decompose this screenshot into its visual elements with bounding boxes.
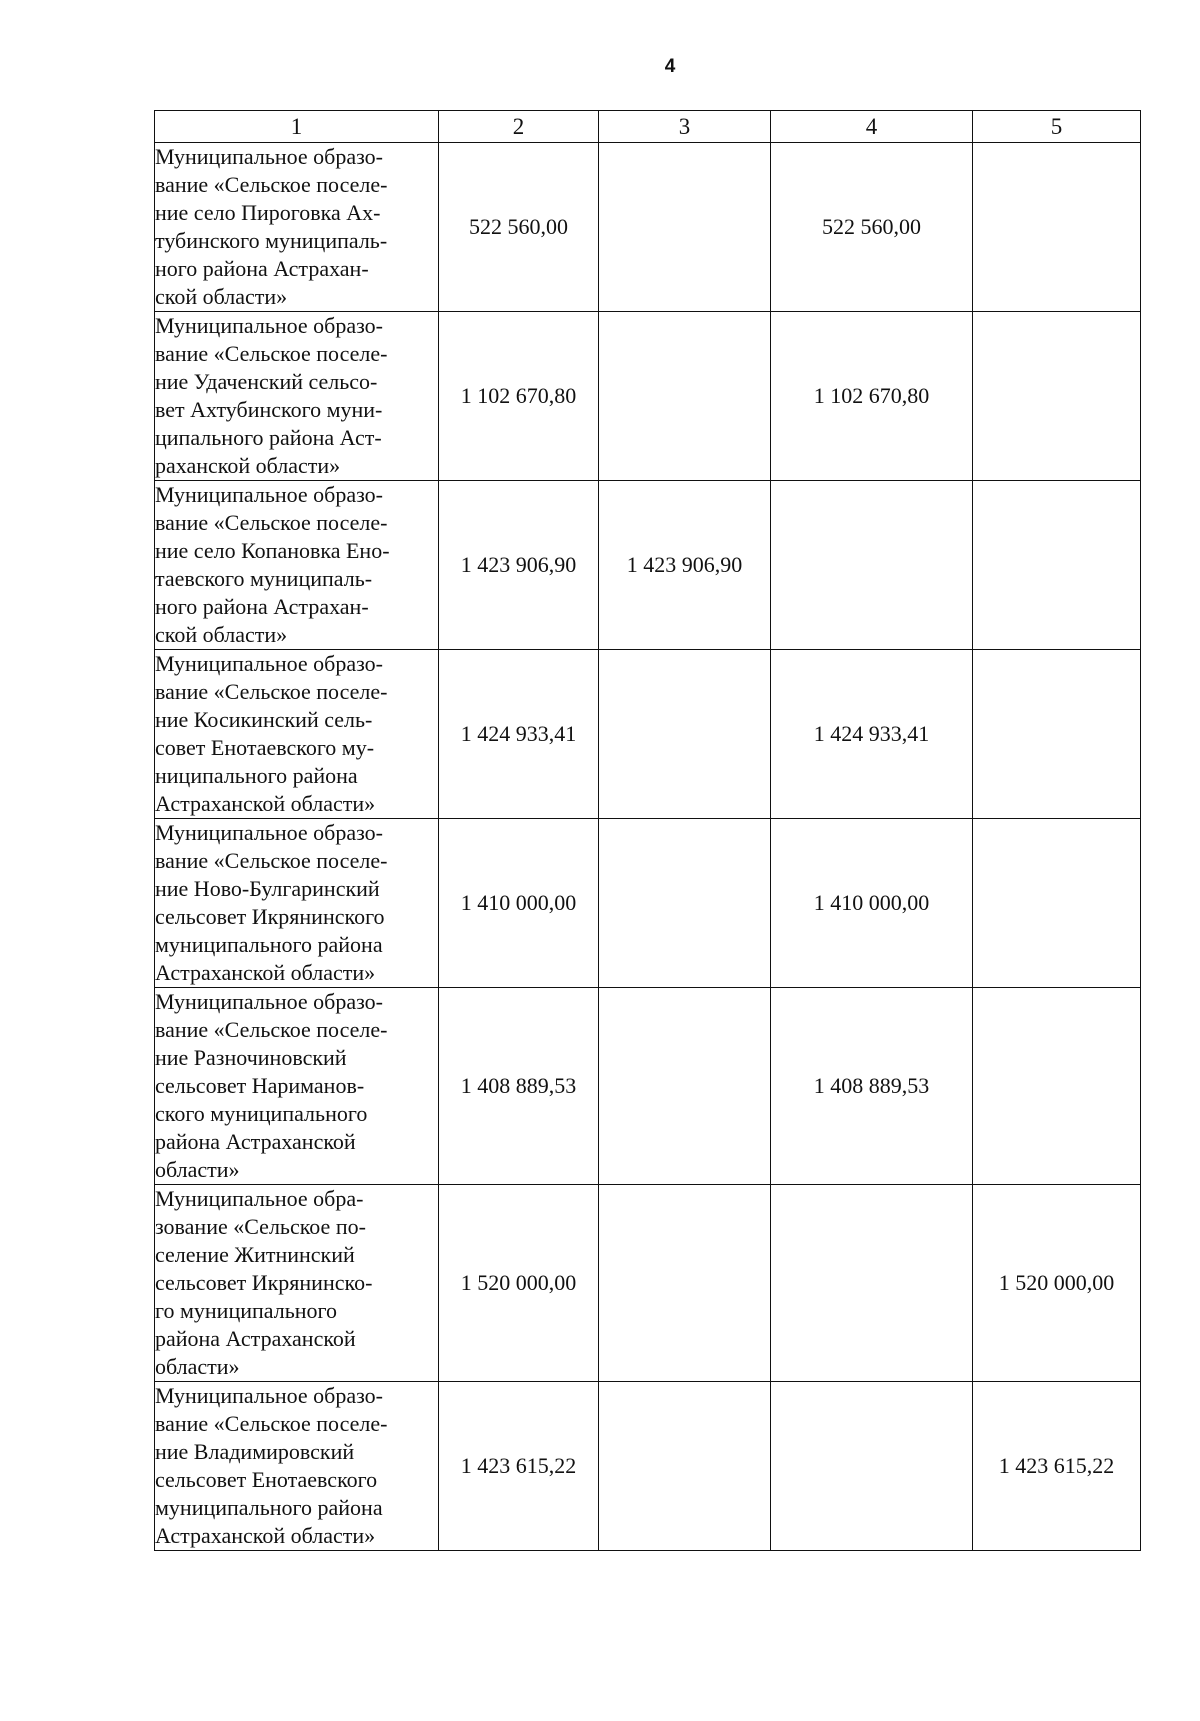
value-col-4: 1 102 670,80 [771,312,973,481]
column-header-3: 3 [599,111,771,143]
column-header-2: 2 [439,111,599,143]
value-col-3 [599,650,771,819]
value-col-4: 522 560,00 [771,143,973,312]
value-col-4: 1 424 933,41 [771,650,973,819]
table-row [155,312,1141,481]
municipality-name: Муниципальное обра- зование «Сельское по- селение Житнинский сельсовет Икрянинско- го муниципального района Астраханской области» [155,1185,439,1382]
value-col-2: 522 560,00 [439,143,599,312]
table-row [155,650,1141,819]
municipality-name: Муниципальное образо- вание «Сельское поселе- ние Разночиновский сельсовет Нариманов- ского муниципального района Астраханской области» [155,988,439,1185]
value-col-5 [973,988,1141,1185]
value-col-2: 1 423 906,90 [439,481,599,650]
table-row [155,988,1141,1185]
municipality-name: Муниципальное образо- вание «Сельское поселе- ние Косикинский сель- совет Енотаевского му- ниципального района Астраханской области» [155,650,439,819]
value-col-5 [973,819,1141,988]
municipality-name: Муниципальное образо- вание «Сельское поселе- ние Ново-Булгаринский сельсовет Икрянинского муниципального района Астраханской области» [155,819,439,988]
value-col-2: 1 520 000,00 [439,1185,599,1382]
value-col-2: 1 410 000,00 [439,819,599,988]
value-col-5 [973,312,1141,481]
table-row [155,819,1141,988]
table-row [155,1185,1141,1382]
value-col-3 [599,143,771,312]
value-col-4 [771,1185,973,1382]
value-col-3 [599,1185,771,1382]
data-table [154,110,1141,1551]
value-col-4 [771,481,973,650]
value-col-2: 1 424 933,41 [439,650,599,819]
column-header-5: 5 [973,111,1141,143]
value-col-4: 1 408 889,53 [771,988,973,1185]
value-col-5 [973,650,1141,819]
page-number: 4 [664,56,676,77]
value-col-5 [973,481,1141,650]
value-col-5: 1 520 000,00 [973,1185,1141,1382]
value-col-5: 1 423 615,22 [973,1382,1141,1551]
value-col-2: 1 423 615,22 [439,1382,599,1551]
value-col-3 [599,819,771,988]
value-col-3 [599,312,771,481]
value-col-3 [599,1382,771,1551]
value-col-2: 1 408 889,53 [439,988,599,1185]
column-header-4: 4 [771,111,973,143]
value-col-2: 1 102 670,80 [439,312,599,481]
municipality-name: Муниципальное образо- вание «Сельское поселе- ние Владимировский сельсовет Енотаевского муниципального района Астраханской области» [155,1382,439,1551]
value-col-3: 1 423 906,90 [599,481,771,650]
column-header-1: 1 [155,111,439,143]
municipality-name: Муниципальное образо- вание «Сельское поселе- ние Удаченский сельсо- вет Ахтубинского муни- ципального района Аст- раханской области» [155,312,439,481]
table-row [155,143,1141,312]
municipality-name: Муниципальное образо- вание «Сельское поселе- ние село Пироговка Ах- тубинского муниципаль- ного района Астрахан- ской области» [155,143,439,312]
value-col-4 [771,1382,973,1551]
table-row [155,481,1141,650]
value-col-3 [599,988,771,1185]
table-header-row [155,111,1141,143]
value-col-5 [973,143,1141,312]
table-row [155,1382,1141,1551]
value-col-4: 1 410 000,00 [771,819,973,988]
municipality-name: Муниципальное образо- вание «Сельское поселе- ние село Копановка Ено- таевского муниципаль- ного района Астрахан- ской области» [155,481,439,650]
